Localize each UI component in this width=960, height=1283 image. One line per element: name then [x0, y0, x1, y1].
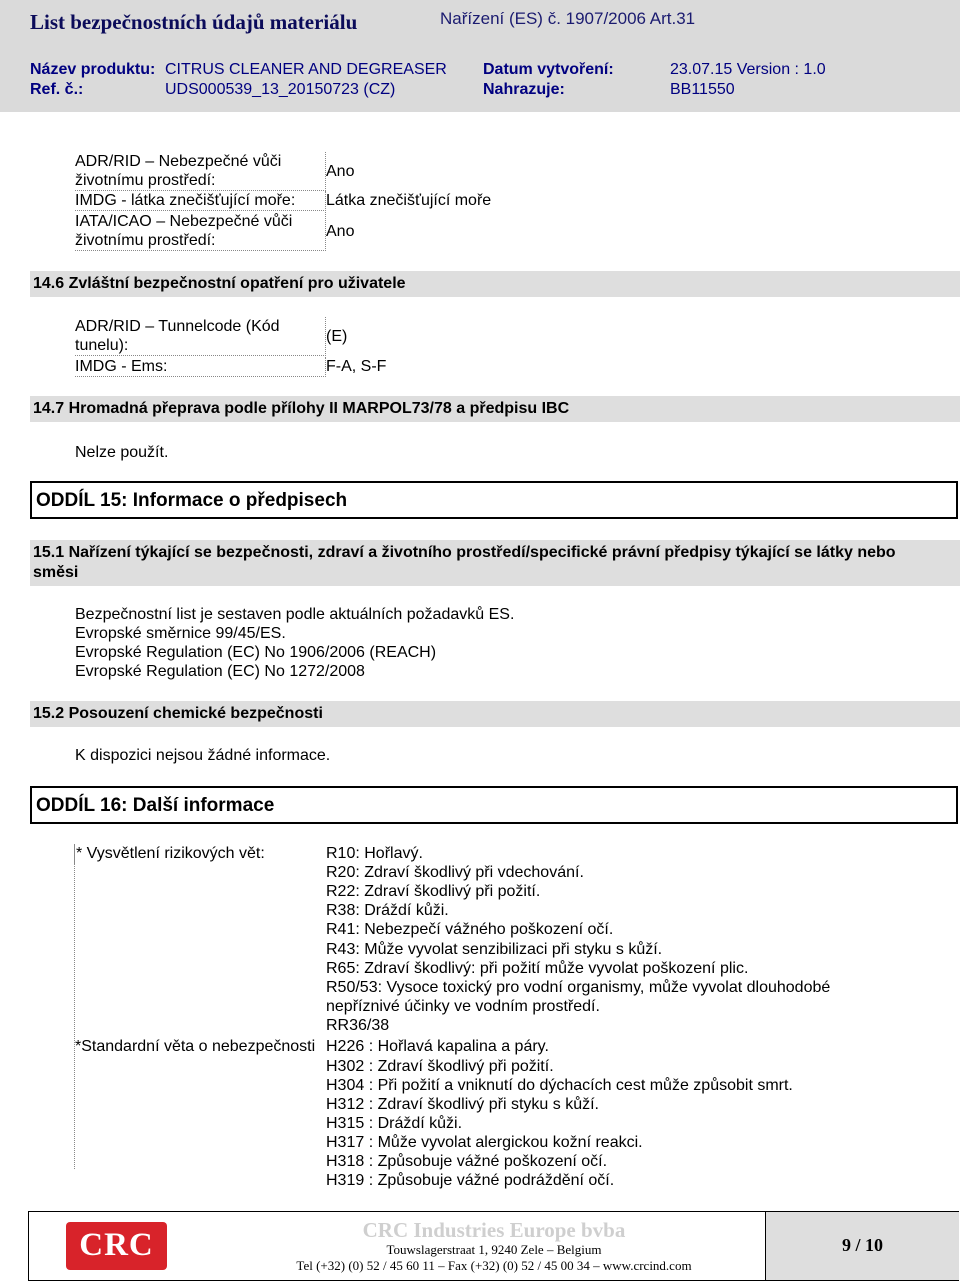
hazard-statement: H312 : Zdraví škodlivý při styku s kůží.: [326, 1096, 599, 1113]
risk-phrase: RR36/38: [326, 1017, 390, 1034]
regulation-line: Evropské Regulation (EC) No 1272/2008: [75, 663, 365, 680]
crc-logo-text: CRC: [79, 1227, 154, 1263]
hazard-statement: H318 : Způsobuje vážné poškození očí.: [326, 1153, 608, 1170]
oddil-15-heading: ODDÍL 15: Informace o předpisech: [30, 481, 958, 519]
env-table-value: Látka znečišťující moře: [326, 192, 492, 209]
section-15-1-heading: [30, 540, 960, 586]
regulation-line: Evropské Regulation (EC) No 1906/2006 (REACH): [75, 644, 437, 661]
regulation-reference: Nařízení (ES) č. 1907/2006 Art.31: [440, 9, 696, 28]
risk-phrase: R22: Zdraví škodlivý při požití.: [326, 883, 541, 900]
env-table-key: ADR/RID – Nebezpečné vůči životnímu prostředí:: [75, 152, 326, 191]
env-table-key: IATA/ICAO – Nebezpečné vůči životnímu prostředí:: [75, 212, 326, 251]
product-name-value: CITRUS CLEANER AND DEGREASER: [165, 61, 447, 78]
document-title: List bezpečnostních údajů materiálu: [30, 10, 358, 34]
risk-phrase: R20: Zdraví škodlivý při vdechování.: [326, 864, 584, 881]
regulation-line: Bezpečnostní list je sestaven podle aktuálních požadavků ES.: [75, 606, 515, 623]
env-table-key: IMDG - látka znečišťující moře:: [75, 191, 326, 211]
section-14-7-heading: 14.7 Hromadná přeprava podle přílohy II MARPOL73/78 a předpisu IBC: [30, 396, 960, 422]
hazard-statement: H226 : Hořlavá kapalina a páry.: [326, 1038, 549, 1055]
risk-phrase: R41: Nebezpečí vážného poškození očí.: [326, 921, 614, 938]
env-table-value: Ano: [326, 163, 355, 180]
ref-value: UDS000539_13_20150723 (CZ): [165, 81, 396, 98]
risk-phrases-label: * Vysvětlení rizikových vět:: [76, 845, 265, 862]
risk-phrase: R65: Zdraví škodlivý: při požití může vyvolat poškození plic.: [326, 960, 749, 977]
hazard-statement: H319 : Způsobuje vážné podráždění očí.: [326, 1172, 615, 1189]
risk-phrase: R38: Dráždí kůži.: [326, 902, 449, 919]
risk-phrase: R10: Hořlavý.: [326, 845, 423, 862]
tunnel-code-key: ADR/RID – Tunnelcode (Kód tunelu):: [75, 317, 326, 356]
company-address: Touwslagerstraat 1, 9240 Zele – Belgium: [386, 1242, 602, 1257]
hazard-statement: H315 : Dráždí kůži.: [326, 1115, 463, 1132]
crc-logo: [66, 1222, 167, 1270]
section-15-1-heading-line: 15.1 Nařízení týkající se bezpečnosti, zdraví a životního prostředí/specifické právní předpisy týkající se látky nebo: [33, 544, 896, 561]
document-header: [0, 0, 960, 112]
product-name-label: Název produktu:: [30, 61, 156, 78]
company-contact: Tel (+32) (0) 52 / 45 60 11 – Fax (+32) (0) 52 / 45 00 34 – www.crcind.com: [296, 1258, 692, 1273]
creation-date-value: 23.07.15 Version : 1.0: [670, 61, 826, 78]
env-table-value: Ano: [326, 223, 355, 240]
section-15-1-heading-line: směsi: [33, 564, 79, 581]
page-number: 9 / 10: [841, 1235, 883, 1255]
risk-phrase: R43: Může vyvolat senzibilizaci při styku s kůží.: [326, 941, 663, 958]
risk-phrase: R50/53: Vysoce toxický pro vodní organismy, může vyvolat dlouhodobé: [326, 979, 831, 996]
regulation-line: Evropské směrnice 99/45/ES.: [75, 625, 286, 642]
hazard-statement: H304 : Při požití a vniknutí do dýchacích cest může způsobit smrt.: [326, 1077, 793, 1094]
section-14-6-heading: 14.6 Zvláštní bezpečnostní opatření pro uživatele: [30, 271, 960, 297]
section-15-2-text: K dispozici nejsou žádné informace.: [75, 747, 331, 764]
table-divider: [74, 844, 75, 1169]
company-name: CRC Industries Europe bvba: [362, 1218, 626, 1242]
hazard-statement: H302 : Zdraví škodlivý při požití.: [326, 1058, 554, 1075]
hazard-statement: H317 : Může vyvolat alergickou kožní reakci.: [326, 1134, 643, 1151]
creation-date-label: Datum vytvoření:: [483, 61, 614, 78]
imdg-ems-key: IMDG - Ems:: [75, 357, 326, 377]
page-footer: [28, 1211, 959, 1281]
risk-phrase: nepříznivé účinky ve vodním prostředí.: [326, 998, 600, 1015]
imdg-ems-value: F-A, S-F: [326, 358, 387, 375]
replaces-label: Nahrazuje:: [483, 81, 565, 98]
ref-label: Ref. č.:: [30, 81, 84, 98]
oddil-16-heading: ODDÍL 16: Další informace: [30, 786, 958, 824]
replaces-value: BB11550: [670, 81, 735, 98]
section-15-2-heading: 15.2 Posouzení chemické bezpečnosti: [30, 701, 960, 727]
page-number-box: [765, 1212, 959, 1280]
tunnel-code-value: (E): [326, 328, 348, 345]
hazard-statements-label: *Standardní věta o nebezpečnosti: [75, 1038, 316, 1055]
section-14-7-text: Nelze použít.: [75, 444, 169, 461]
